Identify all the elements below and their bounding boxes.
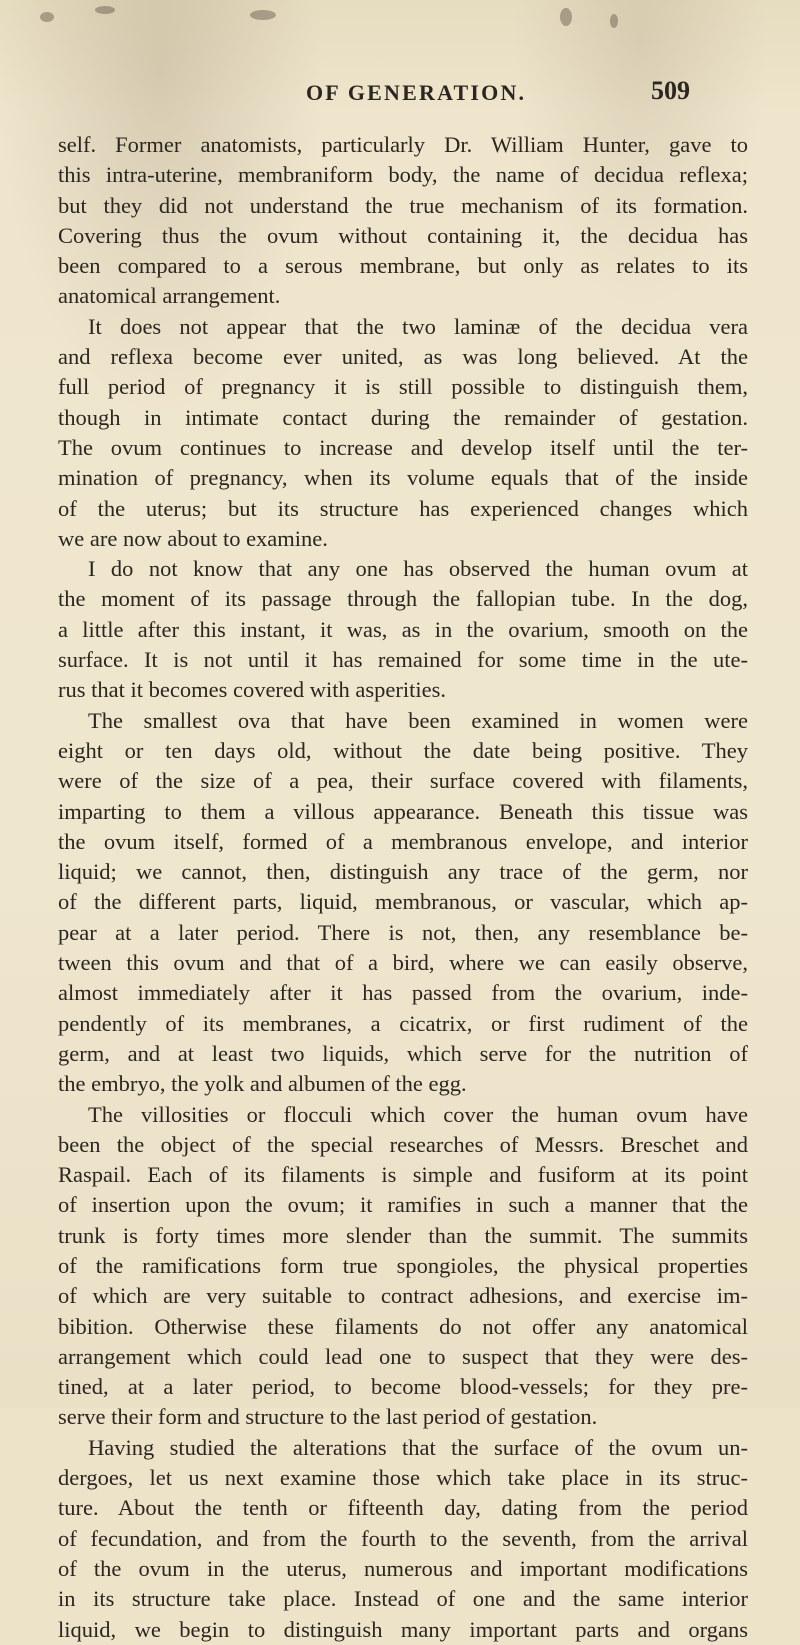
text-line: pendently of its membranes, a cicatrix, or first rudiment of the xyxy=(58,1010,748,1036)
text-line: of the different parts, liquid, membranous, or vascular, which ap- xyxy=(58,889,748,915)
text-line: surface. It is not until it has remained for some time in the ute- xyxy=(58,647,748,673)
text-line: of the uterus; but its structure has experienced changes which xyxy=(58,495,748,521)
text-line: pear at a later period. There is not, then, any resemblance be- xyxy=(58,919,748,945)
text-line: of insertion upon the ovum; it ramifies in such a manner that the xyxy=(58,1192,748,1218)
page-header xyxy=(0,76,800,116)
text-line: tween this ovum and that of a bird, where we can easily observe, xyxy=(58,950,748,976)
paper-stain xyxy=(40,12,54,22)
body-text xyxy=(58,130,748,1645)
text-line: but they did not understand the true mechanism of its formation. xyxy=(58,192,748,218)
paper-stain xyxy=(250,10,276,20)
text-line: ture. About the tenth or fifteenth day, dating from the period xyxy=(58,1495,748,1521)
page-number: 509 xyxy=(651,76,690,105)
text-line: we are now about to examine. xyxy=(58,525,328,551)
text-line: eight or ten days old, without the date being positive. They xyxy=(58,737,748,763)
text-line: rus that it becomes covered with asperities. xyxy=(58,677,447,703)
text-line: Raspail. Each of its filaments is simple and fusiform at its point xyxy=(58,1162,748,1188)
text-line: though in intimate contact during the remainder of gestation. xyxy=(58,404,748,430)
text-line: of the ovum in the uterus, numerous and important modifications xyxy=(58,1555,748,1581)
text-line: liquid, we begin to distinguish many important parts and organs xyxy=(58,1616,748,1642)
text-line: Having studied the alterations that the surface of the ovum un- xyxy=(88,1434,748,1460)
text-line: this intra-uterine, membraniform body, the name of decidua reflexa; xyxy=(58,162,748,188)
text-line: imparting to them a villous appearance. Beneath this tissue was xyxy=(58,798,748,824)
text-line: a little after this instant, it was, as in the ovarium, smooth on the xyxy=(58,616,748,642)
text-line: serve their form and structure to the last period of gestation. xyxy=(58,1404,598,1430)
text-line: the embryo, the yolk and albumen of the egg. xyxy=(58,1071,467,1097)
text-line: mination of pregnancy, when its volume equals that of the inside xyxy=(58,465,748,491)
text-line: been the object of the special researches of Messrs. Breschet and xyxy=(58,1131,748,1157)
text-line: bibition. Otherwise these filaments do not offer any anatomical xyxy=(58,1313,748,1339)
text-line: The smallest ova that have been examined in women were xyxy=(88,707,748,733)
text-line: trunk is forty times more slender than the summit. The summits xyxy=(58,1222,748,1248)
text-line: I do not know that any one has observed the human ovum at xyxy=(88,556,748,582)
text-line: of the ramifications form true spongioles, the physical properties xyxy=(58,1252,748,1278)
text-line: dergoes, let us next examine those which take place in its struc- xyxy=(58,1465,748,1491)
paper-stain xyxy=(560,8,572,26)
text-line: and reflexa become ever united, as was long believed. At the xyxy=(58,344,748,370)
text-line: were of the size of a pea, their surface covered with filaments, xyxy=(58,768,748,794)
text-line: It does not appear that the two laminæ of the decidua vera xyxy=(88,313,748,339)
text-line: liquid; we cannot, then, distinguish any trace of the germ, nor xyxy=(58,859,748,885)
text-line: anatomical arrangement. xyxy=(58,283,281,309)
text-line: of fecundation, and from the fourth to the seventh, from the arrival xyxy=(58,1525,748,1551)
text-line: Covering thus the ovum without containing it, the decidua has xyxy=(58,222,748,248)
text-line: been compared to a serous membrane, but only as relates to its xyxy=(58,253,748,279)
text-line: self. Former anatomists, particularly Dr. William Hunter, gave to xyxy=(58,132,748,157)
text-line: tined, at a later period, to become blood-vessels; for they pre- xyxy=(58,1374,748,1400)
text-line: the ovum itself, formed of a membranous envelope, and interior xyxy=(58,828,748,854)
running-head: OF GENERATION. xyxy=(306,80,527,105)
text-line: The villosities or flocculi which cover the human ovum have xyxy=(88,1101,748,1127)
text-line: arrangement which could lead one to suspect that they were des- xyxy=(58,1343,748,1369)
paper-stain xyxy=(95,6,115,14)
text-line: the moment of its passage through the fallopian tube. In the dog, xyxy=(58,586,748,612)
paper-stain xyxy=(610,14,618,28)
text-line: of which are very suitable to contract adhesions, and exercise im- xyxy=(58,1283,748,1309)
text-line: in its structure take place. Instead of one and the same interior xyxy=(58,1586,748,1612)
text-line: almost immediately after it has passed from the ovarium, inde- xyxy=(58,980,748,1006)
text-line: full period of pregnancy it is still possible to distinguish them, xyxy=(58,374,748,400)
text-line: The ovum continues to increase and develop itself until the ter- xyxy=(58,434,748,460)
text-line: germ, and at least two liquids, which serve for the nutrition of xyxy=(58,1040,748,1066)
